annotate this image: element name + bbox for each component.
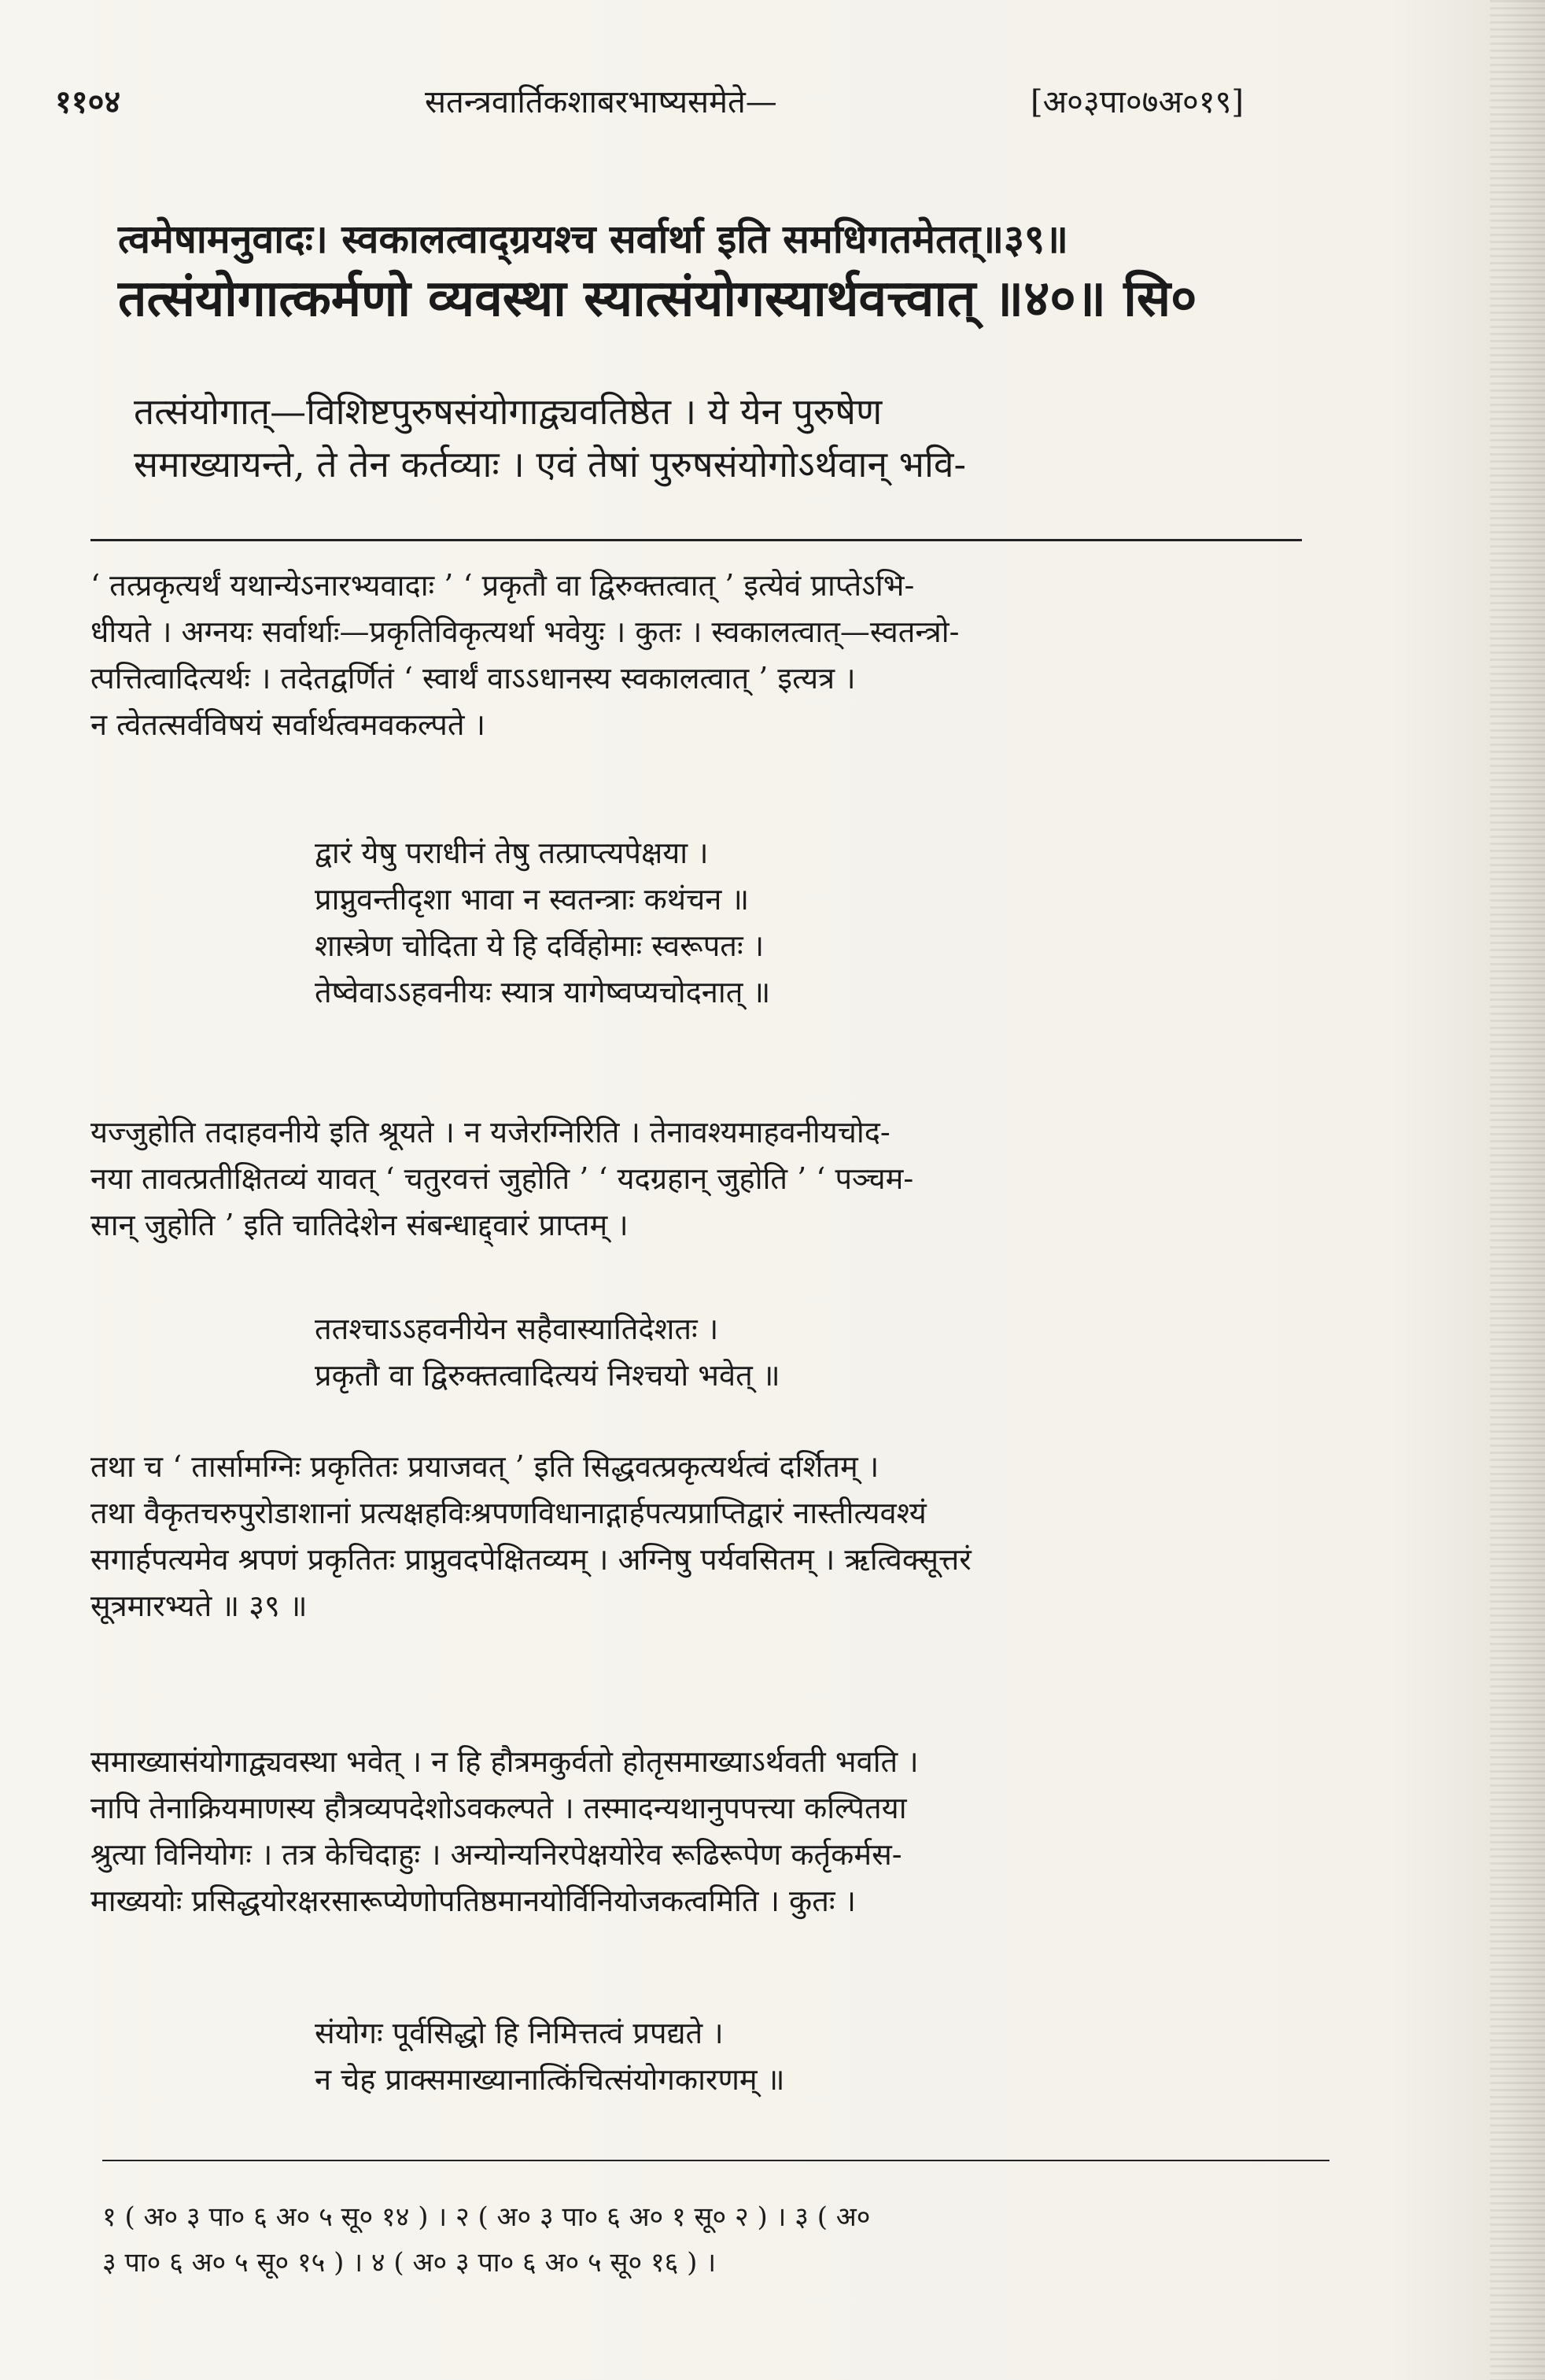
commentary-line: त्पत्तित्वादित्यर्थः । तदेतद्वर्णितं ‘ स्वार्थं वाऽऽधानस्य स्वकालत्वात् ’ इत्यत्र । <box>90 660 856 696</box>
sutra-block <box>118 212 1345 331</box>
verse-line: संयोगः पूर्वसिद्धो हि निमित्तत्वं प्रपद्यते । <box>315 2016 724 2050</box>
verse-block <box>315 830 770 1016</box>
verse-line: प्राप्नुवन्तीदृशा भावा न स्वतन्त्राः कथंचन ॥ <box>315 881 750 917</box>
commentary-paragraph <box>90 1109 1333 1249</box>
commentary-line: सूत्रमारभ्यते ॥ ३९ ॥ <box>90 1588 308 1623</box>
verse-line: न चेह प्राक्समाख्यानात्किंचित्संयोगकारणम् ॥ <box>315 2061 785 2097</box>
commentary-line: सगार्हपत्यमेव श्रपणं प्रकृतितः प्राप्नुवदपेक्षितव्यम् । अग्निषु पर्यवसितम् । ऋत्विक्सूत्तरं <box>90 1541 972 1577</box>
running-title: सतन्त्रवार्तिकशाबरभाष्यसमेते— <box>425 84 777 120</box>
commentary-line: श्रुत्या विनियोगः । तत्र केचिदाहुः । अन्योन्यनिरपेक्षयोरेव रूढिरूपेण कर्तृकर्मस- <box>90 1836 902 1872</box>
verse-line: तेष्वेवाऽऽहवनीयः स्यात्र यागेष्वप्यचोदनात् ॥ <box>315 974 771 1009</box>
commentary-paragraph <box>90 563 1333 748</box>
commentary-paragraph <box>90 1739 1333 1924</box>
section-reference: [अ०३पा०७अ०१९] <box>1031 84 1244 120</box>
commentary-line: समाख्यासंयोगाद्व्यवस्था भवेत् । न हि हौत्रमकुर्वतो होतृसमाख्याऽर्थवती भवति । <box>90 1744 919 1779</box>
verse-block <box>315 1306 780 1399</box>
commentary-line: नया तावत्प्रतीक्षितव्यं यावत् ‘ चतुरवत्तं जुहोति ’ ‘ यदग्रहान् जुहोति ’ ‘ पञ्चम- <box>90 1160 914 1196</box>
commentary-line: ‘ तत्प्रकृत्यर्थं यथान्येऽनारभ्यवादाः ’ ‘ प्रकृतौ वा द्विरुक्तत्वात् ’ इत्येवं प्राप्तेऽभि- <box>90 568 915 603</box>
commentary-line: यज्जुहोति तदाहवनीये इति श्रूयते । न यजेरग्निरिति । तेनावश्यमाहवनीयचोद- <box>90 1115 890 1149</box>
page-edge-binding <box>1490 0 1545 2380</box>
verse-line: प्रकृतौ वा द्विरुक्तत्वादित्ययं निश्चयो भवेत् ॥ <box>315 1357 780 1393</box>
footnote-rule <box>102 2160 1329 2161</box>
commentary-line: तथा च ‘ तार्सामग्निः प्रकृतितः प्रयाजवत् ’ इति सिद्धवत्प्रकृत्यर्थत्वं दर्शितम् । <box>90 1449 879 1484</box>
verse-line: शास्त्रेण चोदिता ये हि दर्विहोमाः स्वरूपतः । <box>315 928 765 963</box>
footnote-line: ३ पा० ६ अ० ५ सू० १५ ) । ४ ( अ० ३ पा० ६ अ० ५ सू० १६ ) । <box>102 2246 717 2279</box>
bhashya-block <box>134 386 1361 490</box>
commentary-line: माख्ययोः प्रसिद्धयोरक्षरसारूप्येणोपतिष्ठमानयोर्विनियोजकत्वमिति । कुतः । <box>90 1883 857 1918</box>
page-header <box>55 79 1345 134</box>
page-number: ११०४ <box>55 83 121 120</box>
sutra-line-1: त्वमेषामनुवादः। स्वकालत्वाद्ग्रयश्च सर्वार्था इति समधिगतमेतत्॥३९॥ <box>118 216 1068 262</box>
divider-rule <box>90 539 1302 541</box>
footnotes <box>102 2195 1329 2286</box>
commentary-line: धीयते । अग्नयः सर्वार्थाः—प्रकृतिविकृत्यर्था भवेयुः । कुतः । स्वकालत्वात्—स्वतन्त्रो- <box>90 614 960 649</box>
sutra-line-2: तत्संयोगात्कर्मणो व्यवस्था स्यात्संयोगस्यार्थवत्त्वात् ॥४०॥ सि० <box>118 268 1197 328</box>
verse-line: द्वारं येषु पराधीनं तेषु तत्प्राप्त्यपेक्षया । <box>315 836 709 870</box>
commentary-line: तथा वैकृतचरुपुरोडाशानां प्रत्यक्षहविःश्रपणविधानाद्गार्हपत्यप्राप्तिद्वारं नास्तीत्यवश्यं <box>90 1495 927 1530</box>
footnote-line: १ ( अ० ३ पा० ६ अ० ५ सू० १४ ) । २ ( अ० ३ पा० ६ अ० १ सू० २ ) । ३ ( अ० <box>102 2201 871 2233</box>
verse-line: ततश्चाऽऽहवनीयेन सहैवास्यातिदेशतः । <box>315 1312 719 1346</box>
commentary-line: नापि तेनाक्रियमाणस्य हौत्रव्यपदेशोऽवकल्पते । तस्मादन्यथानुपपत्त्या कल्पितया <box>90 1790 907 1825</box>
commentary-line: सान् जुहोति ’ इति चातिदेशेन संबन्धाद्द्वारं प्राप्तम् । <box>90 1207 629 1242</box>
bhashya-line: समाख्यायन्ते, ते तेन कर्तव्याः । एवं तेषां पुरुषसंयोगोऽर्थवान् भवि- <box>134 442 966 485</box>
commentary-paragraph <box>90 1444 1333 1629</box>
bhashya-line: तत्संयोगात्—विशिष्टपुरुषसंयोगाद्व्यवतिष्ठेत । ये येन पुरुषेण <box>134 390 883 433</box>
commentary-line: न त्वेतत्सर्वविषयं सर्वार्थत्वमवकल्पते । <box>90 707 485 742</box>
verse-block <box>315 2010 785 2103</box>
